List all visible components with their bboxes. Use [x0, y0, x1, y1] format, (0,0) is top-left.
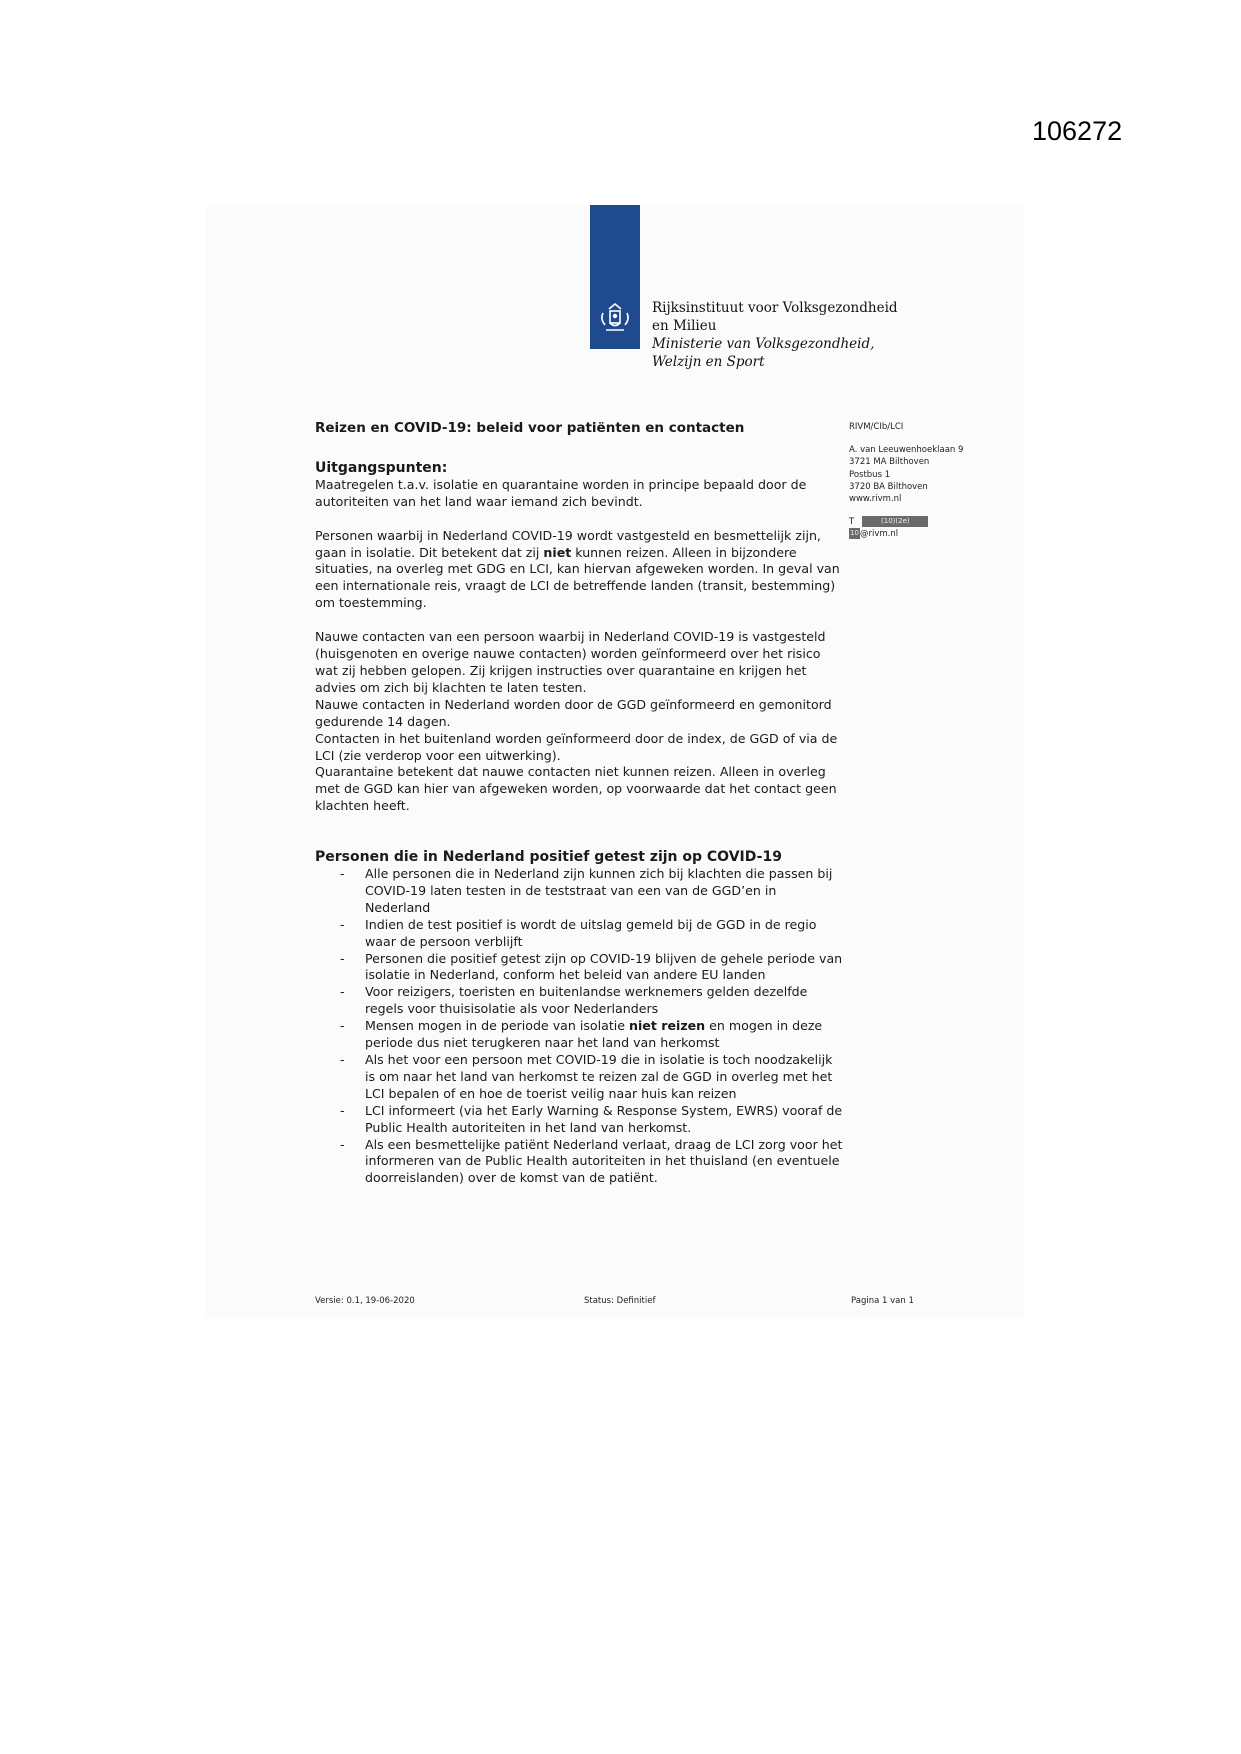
footer-status: Status: Definitief: [584, 1296, 656, 1306]
postcode: 3720 BA Bilthoven: [849, 481, 928, 492]
document-body: [315, 420, 845, 1187]
phone-label: T: [849, 517, 855, 528]
paragraph-5: Contacten in het buitenland worden geïnformeerd door de index, de GGD of via de LCI (zie verderop voor een uitwerking).: [315, 730, 838, 763]
heading-uitgangspunten: Uitgangspunten:: [315, 459, 448, 476]
org-line-2: en Milieu: [652, 318, 717, 334]
organization-name: [652, 299, 898, 371]
address-line-2: 3721 MA Bilthoven: [849, 457, 930, 468]
redacted-phone: (10)(2e): [862, 516, 928, 527]
paragraph-3: Nauwe contacten van een persoon waarbij in Nederland COVID-19 is vastgesteld (huisgenoten en overige nauwe contacten) worden geïnformeerd over het risico wat zij hebben gelopen. Zij krijgen instructies over quarantaine en krijgen het advies om zich bij klachten te laten testen.: [315, 629, 826, 695]
footer-version: Versie: 0.1, 19-06-2020: [315, 1296, 415, 1306]
paragraph-4: Nauwe contacten in Nederland worden door de GGD geïnformeerd en gemonitord gedurende 14 dagen.: [315, 696, 832, 729]
paragraph-2: Personen waarbij in Nederland COVID-19 wordt vastgesteld en besmettelijk zijn, gaan in isolatie. Dit betekent dat zij niet kunnen reizen. Alleen in bijzondere situaties, na overleg met GDG en LCI, kan hiervan afgeweken worden. In geval van een internationale reis, vraagt de LCI de betreffende landen (transit, bestemming) om toestemming.: [315, 527, 840, 611]
document-number: 106272: [1032, 116, 1123, 146]
document-title: Reizen en COVID-19: beleid voor patiënten en contacten: [315, 420, 745, 436]
paragraph-6: Quarantaine betekent dat nauwe contacten niet kunnen reizen. Alleen in overleg met de GGD kan hier van afgeweken worden, op voorwaarde dat het contact geen klachten heeft.: [315, 764, 837, 814]
postbus: Postbus 1: [849, 469, 891, 480]
list-item: - Als het voor een persoon met COVID-19 die in isolatie is toch noodzakelijk is om naar het land van herkomst te reizen zal de GGD in overleg met het LCI bepalen of en hoe de toerist veilig naar huis kan reizen: [315, 1052, 845, 1103]
crest-icon: [595, 297, 635, 337]
list-item: - Indien de test positief is wordt de uitslag gemeld bij de GGD in de regio waar de persoon verblijft: [315, 917, 845, 951]
org-line-3: Ministerie van Volksgezondheid,: [652, 336, 875, 352]
list-item: - Personen die positief getest zijn op COVID-19 blijven de gehele periode van isolatie in Nederland, conform het beleid van andere EU landen: [315, 951, 845, 985]
email-line: [849, 528, 963, 540]
org-line-4: Welzijn en Sport: [652, 354, 765, 370]
heading-positief-getest: Personen die in Nederland positief getest zijn op COVID-19: [315, 849, 782, 866]
list-item: - Als een besmettelijke patiënt Nederland verlaat, draag de LCI zorg voor het informeren van de Public Health autoriteiten in het thuisland (en eventuele doorreislanden) over de komst van de patiënt.: [315, 1137, 845, 1188]
bullet-list: [315, 866, 845, 1187]
paragraph-1: Maatregelen t.a.v. isolatie en quarantaine worden in principe bepaald door de autoriteiten van het land waar iemand zich bevindt.: [315, 476, 807, 509]
sidebar-contact: [849, 421, 963, 541]
website: www.rivm.nl: [849, 494, 902, 505]
redacted-email: 10: [850, 529, 859, 538]
list-item: - LCI informeert (via het Early Warning & Response System, EWRS) vooraf de Public Health autoriteiten in het land van herkomst.: [315, 1103, 845, 1137]
email-domain: @rivm.nl: [860, 529, 899, 540]
phone-line: [849, 516, 963, 528]
footer-page: Pagina 1 van 1: [851, 1296, 914, 1306]
list-item: - Mensen mogen in de periode van isolatie niet reizen en mogen in deze periode dus niet terugkeren naar het land van herkomst: [315, 1018, 845, 1052]
list-item: - Voor reizigers, toeristen en buitenlandse werknemers gelden dezelfde regels voor thuisisolatie als voor Nederlanders: [315, 984, 845, 1018]
list-item: - Alle personen die in Nederland zijn kunnen zich bij klachten die passen bij COVID-19 laten testen in de teststraat van een van de GGD’en in Nederland: [315, 866, 845, 917]
department: RIVM/CIb/LCI: [849, 422, 904, 432]
address-line-1: A. van Leeuwenhoeklaan 9: [849, 445, 964, 456]
org-line-1: Rijksinstituut voor Volksgezondheid: [652, 300, 898, 316]
